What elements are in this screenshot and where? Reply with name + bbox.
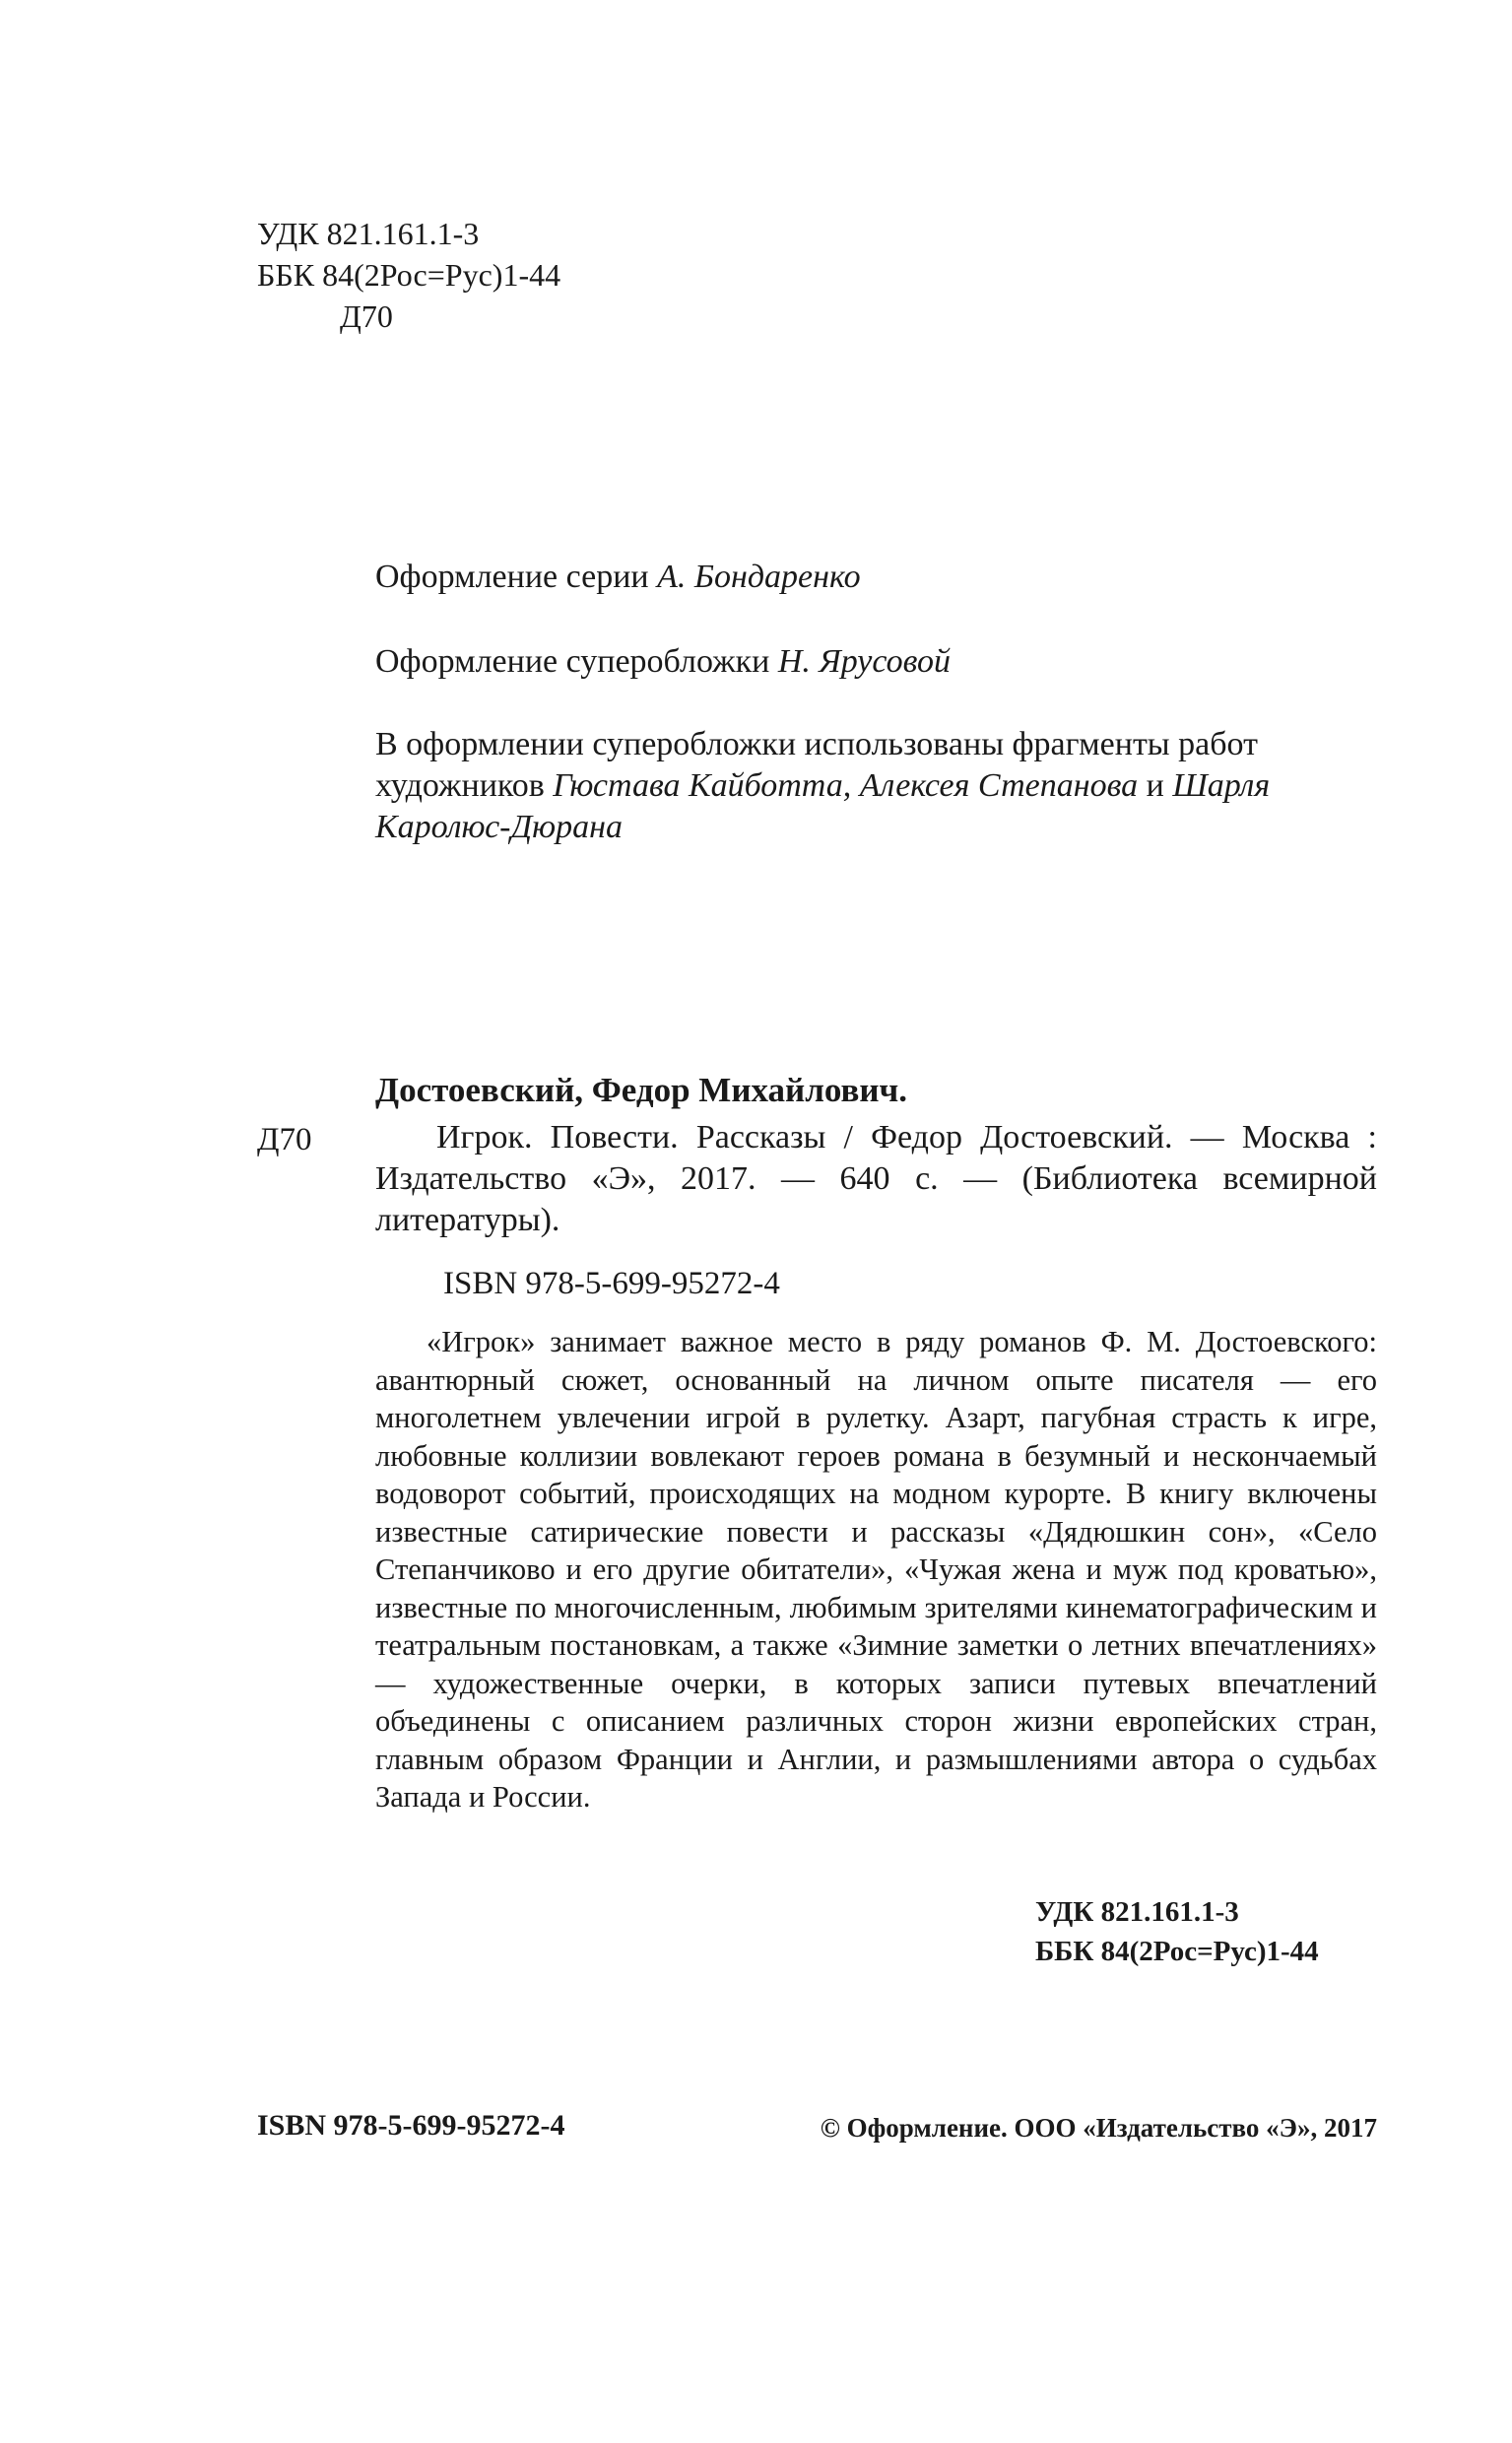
artwork-credit-text: В оформлении суперобложки использованы фрагменты работ художников: [375, 726, 1258, 804]
catalog-author-mark: Д70: [257, 1122, 312, 1157]
catalog-udk: УДК 821.161.1-3: [1035, 1896, 1239, 1928]
artist-stepanov: Алексея Степанова: [859, 767, 1139, 804]
series-design-credit: [375, 557, 1360, 598]
artwork-credit: [375, 724, 1321, 848]
jacket-design-label: Оформление суперобложки: [375, 643, 778, 680]
author-mark-top: Д70: [340, 298, 393, 334]
series-designer: А. Бондаренко: [657, 559, 861, 595]
jacket-design-credit: [375, 641, 1360, 683]
artist-caillebotte: Гюстава Кайботта,: [553, 767, 852, 804]
bibliographic-description: Игрок. Повести. Рассказы / Федор Достоевский. — Москва : Издательство «Э», 2017. — 640 с. — (Библиотека всемирной литературы).: [375, 1119, 1377, 1238]
catalog-author: Достоевский, Федор Михайлович.: [375, 1071, 908, 1109]
series-design-label: Оформление серии: [375, 559, 658, 595]
catalog-bbk: ББК 84(2Рос=Рус)1-44: [1035, 1936, 1319, 1967]
artwork-conjunction: и: [1138, 767, 1173, 804]
copyright-notice: © Оформление. ООО «Издательство «Э», 2017: [820, 2113, 1377, 2143]
footer-isbn: ISBN 978-5-699-95272-4: [257, 2109, 565, 2142]
catalog-isbn: ISBN 978-5-699-95272-4: [443, 1266, 780, 1301]
jacket-designer: Н. Ярусовой: [777, 643, 951, 680]
annotation: «Игрок» занимает важное место в ряду романов Ф. М. Достоевского: авантюрный сюжет, основанный на личном опыте писателя — его многолетнем увлечении игрой в рулетку. Азарт, пагубная страсть к игре, любовные коллизии вовлекают героев романа в безумный и нескончаемый водоворот событий, происходящих на модном курорте. В книгу включены известные сатирические повести и рассказы «Дядюшкин сон», «Село Степанчиково и его другие обитатели», «Чужая жена и муж под кроватью», известные по многочисленным, любимым зрителями кинематографическим и театральным постановкам, а также «Зимние заметки о летних впечатлениях» — художественные очерки, в которых записи путевых впечатлений объединены с описанием различных сторон жизни европейских стран, главным образом Франции и Англии, и размышлениями автора о судьбах Запада и России.: [375, 1325, 1377, 1814]
artist-carolus-duran: Шарля Каролюс-Дюрана: [375, 767, 1271, 845]
udk-code-top: УДК 821.161.1-3: [257, 216, 480, 251]
bbk-code-top: ББК 84(2Рос=Рус)1-44: [257, 257, 561, 293]
